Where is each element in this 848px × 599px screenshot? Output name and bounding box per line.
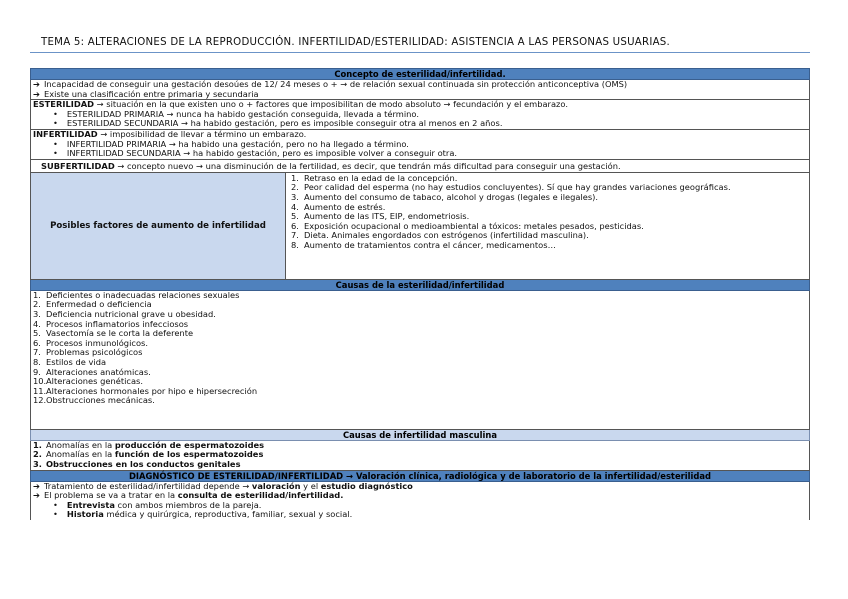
factores-label: Posibles factores de aumento de infertilidad bbox=[31, 173, 286, 279]
list-item: 7. Dieta. Animales engordados con estrógenos (infertilidad masculina). bbox=[291, 230, 589, 241]
concepto-header: Concepto de esterilidad/infertilidad. bbox=[30, 68, 810, 80]
list-item: 2. Enfermedad o deficiencia bbox=[33, 299, 152, 310]
list-item: • ESTERILIDAD PRIMARIA → nunca ha habido gestación conseguida, llevada a término. bbox=[53, 108, 419, 119]
diagnostico-block bbox=[30, 482, 810, 520]
list-item: 5. Aumento de las ITS, EIP, endometriosis. bbox=[291, 211, 470, 222]
bullet-icon: • bbox=[53, 108, 58, 119]
title-underline bbox=[30, 52, 810, 53]
arrow-icon: ➔ bbox=[33, 88, 40, 99]
list-item: • INFERTILIDAD SECUNDARIA → ha habido gestación, pero es imposible volver a conseguir otra. bbox=[53, 148, 458, 159]
list-item: • INFERTILIDAD PRIMARIA → ha habido una gestación, pero no ha llegado a término. bbox=[53, 138, 409, 149]
arrow-icon: ➔ bbox=[33, 480, 40, 491]
list-item: 3. Aumento del consumo de tabaco, alcohol y drogas (legales e ilegales). bbox=[291, 191, 599, 202]
list-item: 1. Anomalías en la producción de espermatozoides bbox=[33, 439, 265, 450]
diagnostico-line: ➔ El problema se va a tratar en la consulta de esterilidad/infertilidad. bbox=[33, 490, 344, 501]
bullet-icon: • bbox=[53, 148, 58, 159]
infertilidad-block bbox=[30, 130, 810, 160]
causas-list bbox=[30, 291, 810, 430]
list-item: 1. Retraso en la edad de la concepción. bbox=[291, 172, 458, 183]
bullet-icon: • bbox=[53, 499, 58, 510]
list-item: 2. Anomalías en la función de los espermatozoides bbox=[33, 449, 264, 460]
diagnostico-header: DIAGNÓSTICO DE ESTERILIDAD/INFERTILIDAD → Valoración clínica, radiológica y de laboratorio de la infertilidad/esterilidad bbox=[30, 471, 810, 482]
esterilidad-block bbox=[30, 100, 810, 130]
bullet-icon: • bbox=[53, 118, 58, 129]
list-item: 2. Peor calidad del esperma (no hay estudios concluyentes). Sí que hay grandes variaciones geográficas. bbox=[291, 182, 731, 193]
list-item: • Historia médica y quirúrgica, reproductiva, familiar, sexual y social. bbox=[53, 509, 353, 520]
list-item: 11.Alteraciones hormonales por hipo e hipersecreción bbox=[33, 385, 258, 396]
factores-list bbox=[286, 173, 809, 279]
concepto-line: ➔ Incapacidad de conseguir una gestación desoúes de 12/ 24 meses o + → de relación sexual continuada sin protección anticonceptiva (OMS) bbox=[33, 79, 628, 89]
list-item: • ESTERILIDAD SECUNDARIA → ha habido gestación, pero es imposible conseguir otra al menos en 2 años. bbox=[53, 118, 503, 129]
list-item: 6. Procesos inmunológicos. bbox=[33, 337, 148, 348]
diagnostico-line: ➔ Tratamiento de esterilidad/infertilidad depende → valoración y el estudio diagnóstico bbox=[33, 480, 413, 491]
list-item: 8. Aumento de tratamientos contra el cáncer, medicamentos… bbox=[291, 239, 556, 250]
list-item: 9. Alteraciones anatómicas. bbox=[33, 366, 151, 377]
list-item: 4. Procesos inflamatorios infecciosos bbox=[33, 318, 189, 329]
masculina-header: Causas de infertilidad masculina bbox=[30, 430, 810, 441]
list-item: 10.Alteraciones genéticas. bbox=[33, 376, 143, 387]
list-item: 8. Estilos de vida bbox=[33, 356, 107, 367]
document-table bbox=[30, 68, 810, 520]
bullet-icon: • bbox=[53, 509, 58, 520]
list-item: 5. Vasectomía se le corta la deferente bbox=[33, 328, 194, 339]
concepto-line: ➔ Existe una clasificación entre primaria y secundaria bbox=[33, 88, 259, 99]
page-title: TEMA 5: ALTERACIONES DE LA REPRODUCCIÓN. INFERTILIDAD/ESTERILIDAD: ASISTENCIA A LAS PERSONAS USUARIAS. bbox=[41, 37, 671, 48]
list-item: 3. Deficiencia nutricional grave u obesidad. bbox=[33, 308, 216, 319]
list-item: 3. Obstrucciones en los conductos genitales bbox=[33, 458, 241, 469]
concepto-intro bbox=[30, 80, 810, 100]
list-item: 7. Problemas psicológicos bbox=[33, 347, 143, 358]
esterilidad-definition: ESTERILIDAD → situación en la que existen uno o + factores que imposibilitan de modo absoluto → fecundación y el embarazo. bbox=[33, 99, 568, 110]
list-item: • Entrevista con ambos miembros de la pareja. bbox=[53, 499, 262, 510]
infertilidad-definition: INFERTILIDAD → imposibilidad de llevar a término un embarazo. bbox=[33, 128, 307, 139]
bullet-icon: • bbox=[53, 138, 58, 149]
factores-table bbox=[30, 173, 810, 280]
list-item: 1. Deficientes o inadecuadas relaciones sexuales bbox=[33, 289, 240, 300]
causas-header: Causas de la esterilidad/infertilidad bbox=[30, 280, 810, 291]
list-item: 12.Obstrucciones mecánicas. bbox=[33, 395, 155, 406]
arrow-icon: ➔ bbox=[33, 490, 40, 501]
arrow-icon: ➔ bbox=[33, 79, 40, 89]
masculina-list bbox=[30, 441, 810, 471]
subfertilidad-block: SUBFERTILIDAD → concepto nuevo → una disminución de la fertilidad, es decir, que tendrán más dificultad para conseguir una gestación. bbox=[30, 160, 810, 173]
list-item: 6. Exposición ocupacional o medioambiental a tóxicos: metales pesados, pesticidas. bbox=[291, 220, 644, 231]
list-item: 4. Aumento de estrés. bbox=[291, 201, 386, 212]
